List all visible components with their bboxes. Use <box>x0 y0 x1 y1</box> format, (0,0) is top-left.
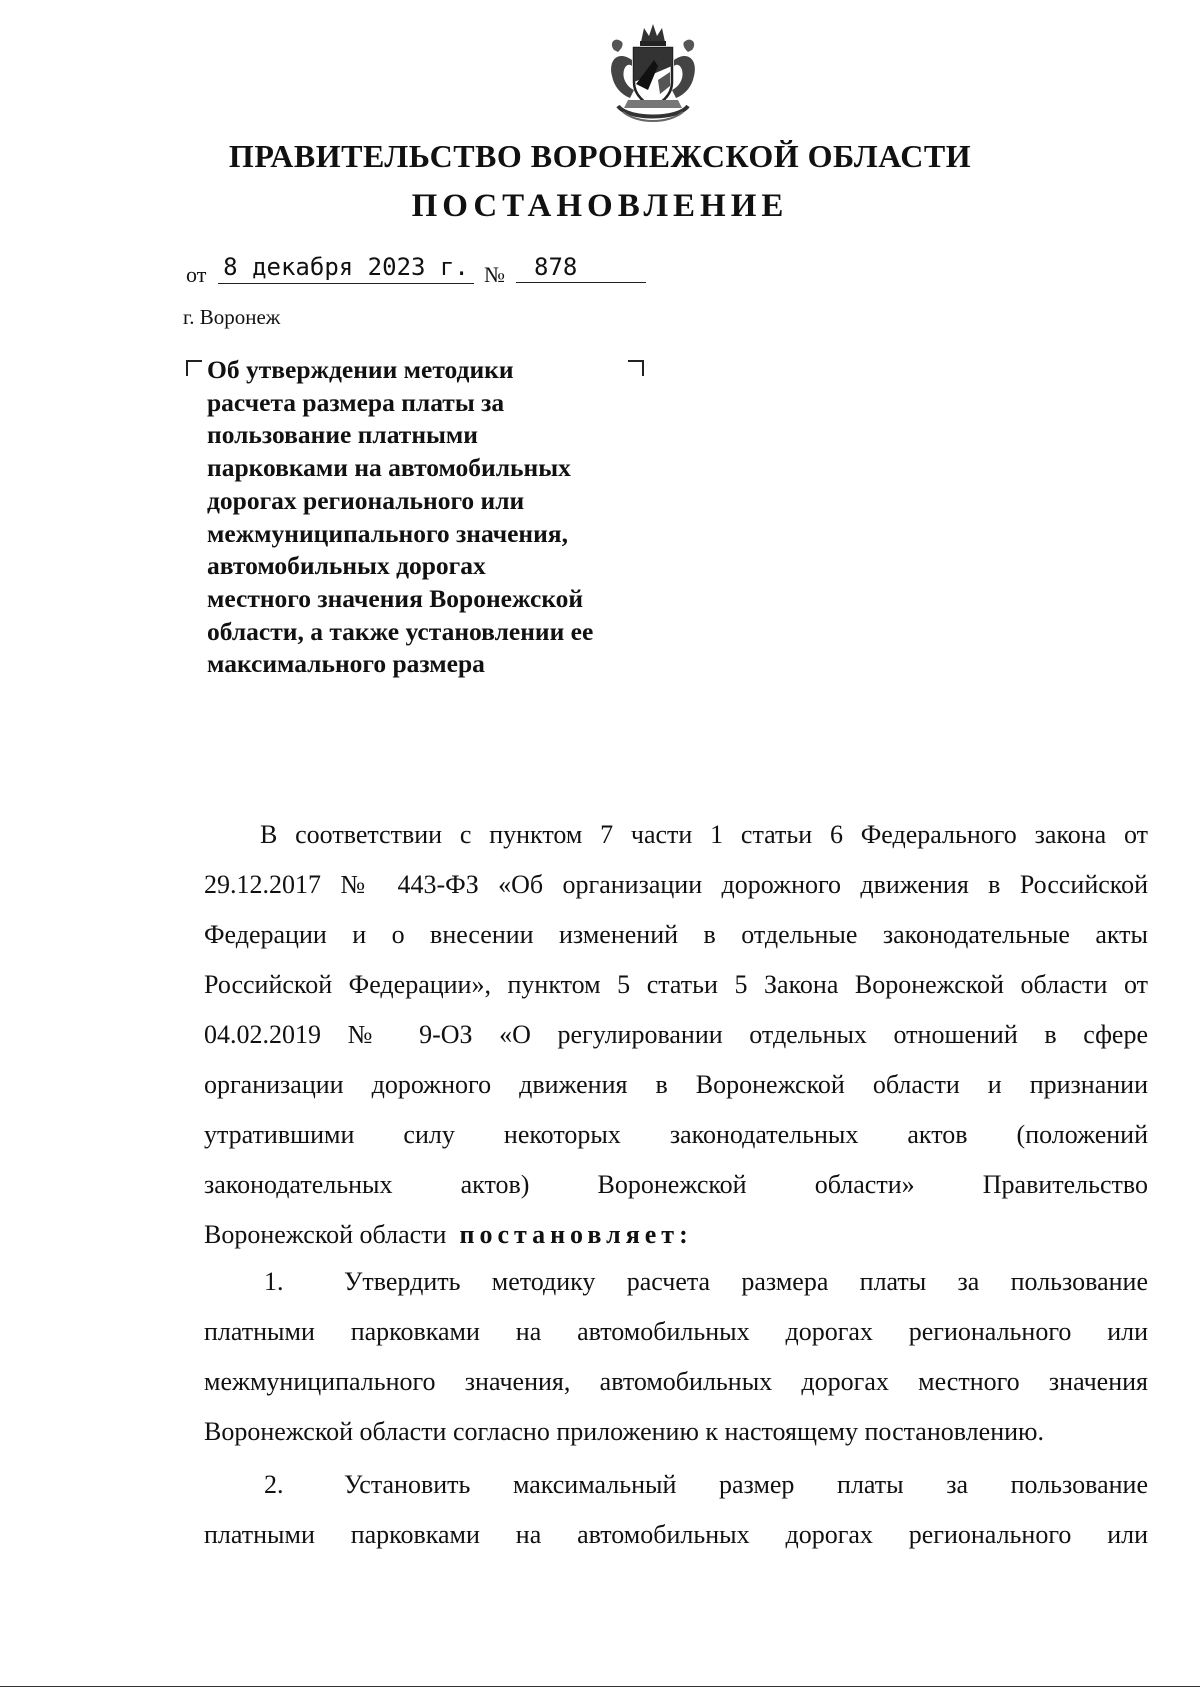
subject-line: области, а также установлении ее <box>207 616 594 646</box>
subject-line: пользование платными <box>207 420 478 450</box>
text-line: Федерации и о внесении изменений в отдельные законодательные акты <box>204 920 1148 949</box>
page-bottom-rule <box>0 1686 1200 1687</box>
subject-line: максимального размера <box>207 649 485 679</box>
voronezh-coat-of-arms-icon <box>598 20 708 128</box>
item-2-first-line: Установить максимальный размер платы за пользование <box>344 1470 1148 1499</box>
item-2-paragraph <box>204 1460 1148 1560</box>
date-number-row <box>186 252 666 292</box>
text-line: организации дорожного движения в Воронежской области и признании <box>204 1070 1148 1099</box>
text-line <box>204 1210 1148 1260</box>
text-line <box>204 1460 1148 1510</box>
text-line: межмуниципального значения, автомобильных дорогах местного значения <box>204 1367 1148 1396</box>
preamble-paragraph <box>204 810 1148 1260</box>
preamble-last-text: Воронежской области <box>204 1220 447 1249</box>
item-1-number: 1. <box>264 1267 284 1296</box>
from-label: от <box>186 262 207 287</box>
text-line: 04.02.2019 № 9-ОЗ «О регулировании отдельных отношений в сфере <box>204 1020 1148 1049</box>
document-date: 8 декабря 2023 г. <box>218 252 474 284</box>
text-line: В соответствии с пунктом 7 части 1 статьи 6 Федерального закона от <box>260 820 1148 849</box>
text-line: Российской Федерации», пунктом 5 статьи 5 Закона Воронежской области от <box>204 970 1148 999</box>
text-line: утратившими силу некоторых законодательных актов (положений <box>204 1120 1148 1149</box>
text-line: платными парковками на автомобильных дорогах регионального или <box>204 1317 1148 1346</box>
subject-line: дорогах регионального или <box>207 485 525 515</box>
subject-line: автомобильных дорогах <box>207 551 486 581</box>
text-line <box>204 1257 1148 1307</box>
text-line: платными парковками на автомобильных дорогах регионального или <box>204 1520 1148 1549</box>
subject-line: местного значения Воронежской <box>207 583 584 613</box>
item-1-first-line: Утвердить методику расчета размера платы за пользование <box>344 1267 1148 1296</box>
document-number: 878 <box>516 252 646 283</box>
subject-line: расчета размера платы за <box>207 387 505 417</box>
city: г. Воронеж <box>183 305 281 329</box>
text-line: 29.12.2017 № 443-ФЗ «Об организации дорожного движения в Российской <box>204 870 1148 899</box>
text-line: законодательных актов) Воронежской области» Правительство <box>204 1170 1148 1199</box>
text-line: Воронежской области согласно приложению к настоящему постановлению. <box>204 1417 1044 1446</box>
subject-line: парковками на автомобильных <box>207 453 571 483</box>
number-label: № <box>484 262 505 287</box>
organization-title: ПРАВИТЕЛЬСТВО ВОРОНЕЖСКОЙ ОБЛАСТИ <box>228 138 972 174</box>
subject-bracket-left <box>186 360 202 376</box>
resolves-keyword: постановляет: <box>459 1220 693 1249</box>
document-subject <box>207 354 647 681</box>
item-1-paragraph <box>204 1257 1148 1457</box>
subject-line: Об утверждении методики <box>207 355 514 384</box>
item-2-number: 2. <box>264 1470 284 1499</box>
subject-line: межмуниципального значения, <box>207 518 568 548</box>
document-type: ПОСТАНОВЛЕНИЕ <box>411 188 789 224</box>
